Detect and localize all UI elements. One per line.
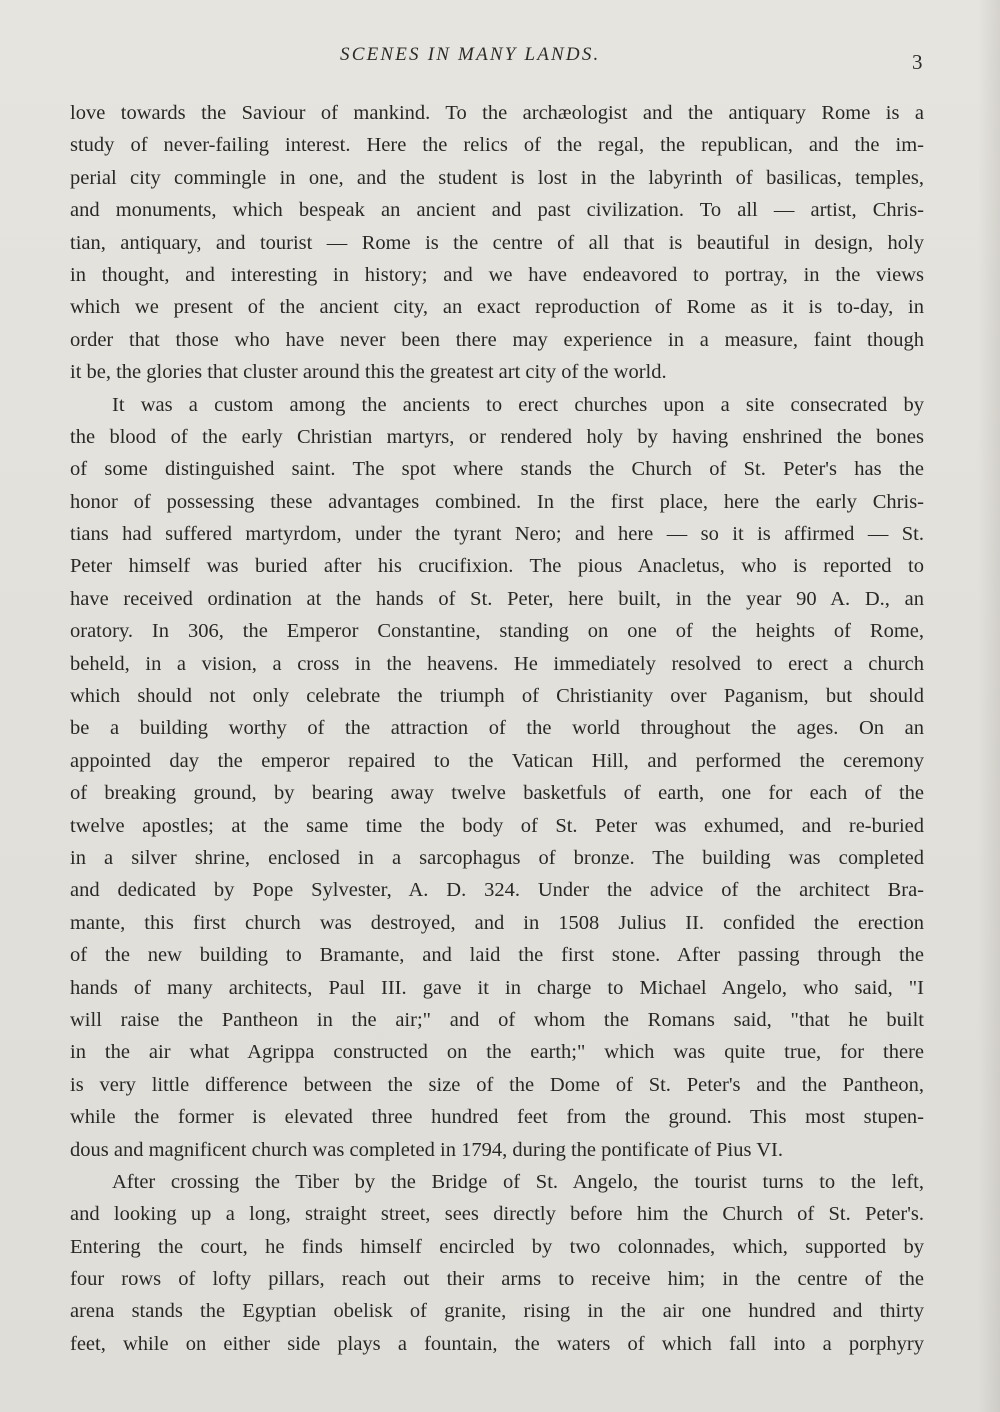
text-line: while the former is elevated three hundred feet from the ground. This most stupen- (70, 1106, 924, 1129)
body-text (70, 97, 924, 1360)
page-number: 3 (912, 50, 923, 74)
text-line: dous and magnificent church was completed in 1794, during the pontificate of Pius VI. (70, 1138, 783, 1161)
text-line: is very little difference between the size of the Dome of St. Peter's and the Pantheon, (70, 1073, 924, 1096)
text-line: Entering the court, he finds himself encircled by two colonnades, which, supported by (70, 1235, 924, 1258)
text-line: which we present of the ancient city, an exact reproduction of Rome as it is to-day, in (70, 296, 924, 319)
paragraph-first-line: It was a custom among the ancients to erect churches upon a site consecrated by (112, 393, 924, 416)
text-line: and looking up a long, straight street, sees directly before him the Church of St. Peter's. (70, 1203, 924, 1226)
text-line: will raise the Pantheon in the air;" and of whom the Romans said, "that he built (70, 1008, 924, 1031)
text-line: mante, this first church was destroyed, and in 1508 Julius II. confided the erection (70, 911, 924, 934)
text-line: and monuments, which bespeak an ancient and past civilization. To all — artist, Chris- (70, 199, 924, 222)
text-line: in thought, and interesting in history; and we have endeavored to portray, in the views (70, 263, 924, 286)
running-head (0, 44, 1000, 74)
page-edge-shadow (978, 0, 1000, 1412)
text-line: tians had suffered martyrdom, under the tyrant Nero; and here — so it is affirmed — St. (70, 523, 924, 546)
running-title: SCENES IN MANY LANDS. (340, 44, 601, 65)
text-line: of some distinguished saint. The spot where stands the Church of St. Peter's has the (70, 458, 924, 481)
paragraph-first-line: After crossing the Tiber by the Bridge of St. Angelo, the tourist turns to the left, (112, 1170, 924, 1193)
text-line: arena stands the Egyptian obelisk of granite, rising in the air one hundred and thirty (70, 1300, 924, 1323)
text-line: beheld, in a vision, a cross in the heavens. He immediately resolved to erect a church (70, 652, 924, 675)
text-line: tian, antiquary, and tourist — Rome is the centre of all that is beautiful in design, holy (70, 231, 924, 254)
text-line: four rows of lofty pillars, reach out their arms to receive him; in the centre of the (70, 1268, 924, 1291)
text-line: the blood of the early Christian martyrs, or rendered holy by having enshrined the bones (70, 425, 924, 448)
text-line: order that those who have never been there may experience in a measure, faint though (70, 328, 924, 351)
text-line: be a building worthy of the attraction of the world throughout the ages. On an (70, 717, 924, 740)
text-line: Peter himself was buried after his crucifixion. The pious Anacletus, who is reported to (70, 555, 924, 578)
text-line: feet, while on either side plays a fountain, the waters of which fall into a porphyry (70, 1332, 924, 1355)
text-line: twelve apostles; at the same time the body of St. Peter was exhumed, and re-buried (70, 814, 924, 837)
text-line: perial city commingle in one, and the student is lost in the labyrinth of basilicas, temples, (70, 166, 924, 189)
text-line: have received ordination at the hands of St. Peter, here built, in the year 90 A. D., an (70, 587, 924, 610)
text-line: of the new building to Bramante, and laid the first stone. After passing through the (70, 944, 924, 967)
text-line: in a silver shrine, enclosed in a sarcophagus of bronze. The building was completed (70, 846, 924, 869)
text-line: of breaking ground, by bearing away twelve basketfuls of earth, one for each of the (70, 782, 924, 805)
text-line: which should not only celebrate the triumph of Christianity over Paganism, but should (70, 685, 924, 708)
text-line: hands of many architects, Paul III. gave it in charge to Michael Angelo, who said, "I (70, 976, 924, 999)
text-line: love towards the Saviour of mankind. To the archæologist and the antiquary Rome is a (70, 102, 924, 124)
text-line: appointed day the emperor repaired to the Vatican Hill, and performed the ceremony (70, 749, 924, 772)
text-line: oratory. In 306, the Emperor Constantine, standing on one of the heights of Rome, (70, 620, 924, 643)
text-line: study of never-failing interest. Here the relics of the regal, the republican, and the im- (70, 134, 924, 157)
text-line: it be, the glories that cluster around this the greatest art city of the world. (70, 361, 667, 384)
text-line: honor of possessing these advantages combined. In the first place, here the early Chris- (70, 490, 924, 513)
text-line: and dedicated by Pope Sylvester, A. D. 324. Under the advice of the architect Bra- (70, 879, 924, 902)
text-line: in the air what Agrippa constructed on the earth;" which was quite true, for there (70, 1041, 924, 1064)
